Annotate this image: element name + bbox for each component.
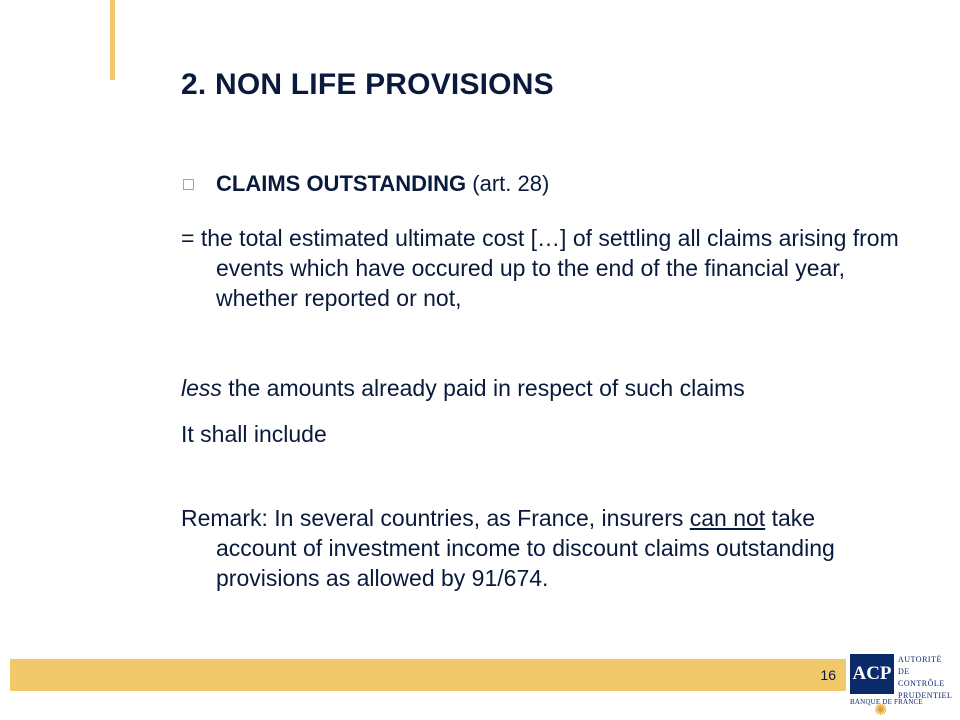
page-number: 16 (820, 667, 836, 683)
remark-paragraph (181, 503, 901, 593)
remark-before: Remark: In several countries, as France, insurers (181, 505, 690, 531)
bullet-reference: (art. 28) (466, 171, 550, 196)
remark-underlined: can not (689, 505, 766, 531)
acp-logo (848, 652, 956, 718)
less-word: less (181, 375, 222, 401)
logo-star-icon: ✺ (874, 702, 888, 719)
include-line: It shall include (181, 421, 327, 447)
logo-authority-text (898, 654, 956, 702)
footer-bar (10, 659, 846, 691)
logo-line-3: PRUDENTIEL (898, 691, 953, 700)
bullet-heading: CLAIMS OUTSTANDING (216, 171, 467, 196)
definition-paragraph: = the total estimated ultimate cost […] of settling all claims arising from events which have occured up to the end of the financial year, whether reported or not, (181, 225, 899, 311)
bullet-item (181, 171, 549, 197)
slide-title: 2. NON LIFE PROVISIONS (181, 68, 554, 101)
logo-line-2: DE CONTRÔLE (898, 667, 945, 688)
top-accent-bar (110, 0, 115, 80)
logo-line-1: AUTORITÉ (898, 655, 942, 664)
logo-bank-text: BANQUE DE FRANCE (850, 698, 923, 706)
less-paragraph (181, 373, 901, 403)
less-rest: the amounts already paid in respect of such claims (221, 375, 745, 401)
remark-after: take account of investment income to discount claims outstanding provisions as allowed by 91/674. (216, 505, 835, 591)
logo-acp-mark: ACP (850, 654, 894, 694)
square-bullet-icon (183, 179, 194, 190)
